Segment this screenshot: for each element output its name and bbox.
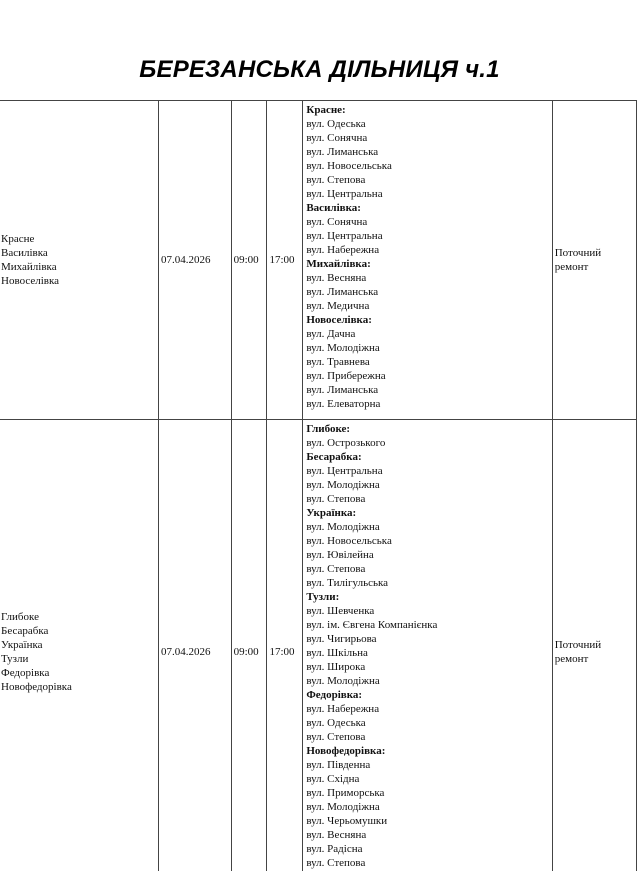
street-item: вул. Молодіжна	[306, 801, 380, 813]
street-item: вул. Молодіжна	[306, 675, 380, 687]
street-item: вул. Медична	[306, 300, 370, 312]
end-time-cell: 17:00	[267, 420, 303, 871]
street-item: вул. Острозького	[306, 437, 386, 449]
street-item: вул. Східна	[306, 773, 360, 785]
street-item: вул. ім. Євгена Компанієнка	[306, 619, 438, 631]
street-item: вул. Молодіжна	[306, 479, 380, 491]
work-type-line: Поточний	[554, 639, 602, 651]
street-item: вул. Центральна	[306, 465, 383, 477]
work-type-line: ремонт	[554, 653, 589, 665]
page-title: БЕРЕЗАНСЬКА ДІЛЬНИЦЯ ч.1	[139, 56, 500, 83]
village-heading: Михайлівка:	[306, 258, 371, 270]
street-item: вул. Центральна	[306, 188, 383, 200]
village-name: Новофедорівка	[1, 681, 72, 693]
street-item: вул. Лиманська	[306, 384, 379, 396]
villages-cell	[0, 101, 159, 420]
street-item: вул. Степова	[306, 563, 366, 575]
village-heading: Федорівка:	[306, 689, 363, 701]
village-name: Бесарабка	[1, 625, 49, 637]
street-item: вул. Шевченка	[306, 605, 375, 617]
village-heading: Красне:	[306, 104, 346, 116]
end-time-cell: 17:00	[267, 101, 303, 420]
street-item: вул. Травнева	[306, 356, 370, 368]
street-item: вул. Елеваторна	[306, 398, 381, 410]
village-heading: Василівка:	[306, 202, 361, 214]
villages-cell	[0, 420, 159, 871]
table-row	[0, 101, 637, 420]
street-item: вул. Набережна	[306, 703, 380, 715]
village-name: Федорівка	[1, 667, 50, 679]
village-name: Тузли	[1, 653, 29, 665]
start-time-cell: 09:00	[231, 420, 267, 871]
street-item: вул. Набережна	[306, 244, 380, 256]
village-name: Українка	[1, 639, 43, 651]
village-name: Василівка	[1, 247, 48, 259]
street-item: вул. Молодіжна	[306, 521, 380, 533]
street-item: вул. Тилігульська	[306, 577, 389, 589]
street-item: вул. Ювілейна	[306, 549, 374, 561]
village-name: Михайлівка	[1, 261, 57, 273]
street-item: вул. Дачна	[306, 328, 356, 340]
street-item: вул. Весняна	[306, 272, 367, 284]
work-type-line: ремонт	[554, 261, 589, 273]
start-time-cell: 09:00	[231, 101, 267, 420]
street-item: вул. Молодіжна	[306, 342, 380, 354]
street-item: вул. Черьомушки	[306, 815, 388, 827]
work-type-cell	[552, 420, 636, 871]
street-item: вул. Одеська	[306, 118, 366, 130]
village-heading: Новоселівка:	[306, 314, 372, 326]
village-name: Глибоке	[1, 611, 39, 623]
street-item: вул. Прибережна	[306, 370, 386, 382]
street-item: вул. Південна	[306, 759, 371, 771]
outage-schedule-table	[0, 100, 637, 871]
village-heading: Бесарабка:	[306, 451, 362, 463]
village-heading: Українка:	[306, 507, 357, 519]
street-item: вул. Шкільна	[306, 647, 368, 659]
date-cell: 07.04.2026	[159, 101, 232, 420]
street-item: вул. Радісна	[306, 843, 363, 855]
street-item: вул. Широка	[306, 661, 366, 673]
street-item: вул. Сонячна	[306, 216, 368, 228]
street-item: вул. Степова	[306, 857, 366, 869]
street-item: вул. Новосельська	[306, 160, 392, 172]
street-item: вул. Весняна	[306, 829, 367, 841]
work-type-line: Поточний	[554, 247, 602, 259]
street-item: вул. Степова	[306, 174, 366, 186]
street-item: вул. Степова	[306, 731, 366, 743]
street-item: вул. Чигирьова	[306, 633, 377, 645]
village-heading: Новофедорівка:	[306, 745, 386, 757]
street-item: вул. Центральна	[306, 230, 383, 242]
street-item: вул. Одеська	[306, 717, 366, 729]
street-item: вул. Степова	[306, 493, 366, 505]
street-item: вул. Сонячна	[306, 132, 368, 144]
village-name: Красне	[1, 233, 35, 245]
street-item: вул. Новосельська	[306, 535, 392, 547]
street-item: вул. Лиманська	[306, 286, 379, 298]
village-heading: Глибоке:	[306, 423, 351, 435]
table-row	[0, 420, 637, 871]
village-name: Новоселівка	[1, 275, 60, 287]
streets-cell	[303, 420, 552, 871]
street-item: вул. Лиманська	[306, 146, 379, 158]
streets-cell	[303, 101, 552, 420]
village-heading: Тузли:	[306, 591, 340, 603]
street-item: вул. Приморська	[306, 787, 385, 799]
work-type-cell	[552, 101, 636, 420]
date-cell: 07.04.2026	[159, 420, 232, 871]
